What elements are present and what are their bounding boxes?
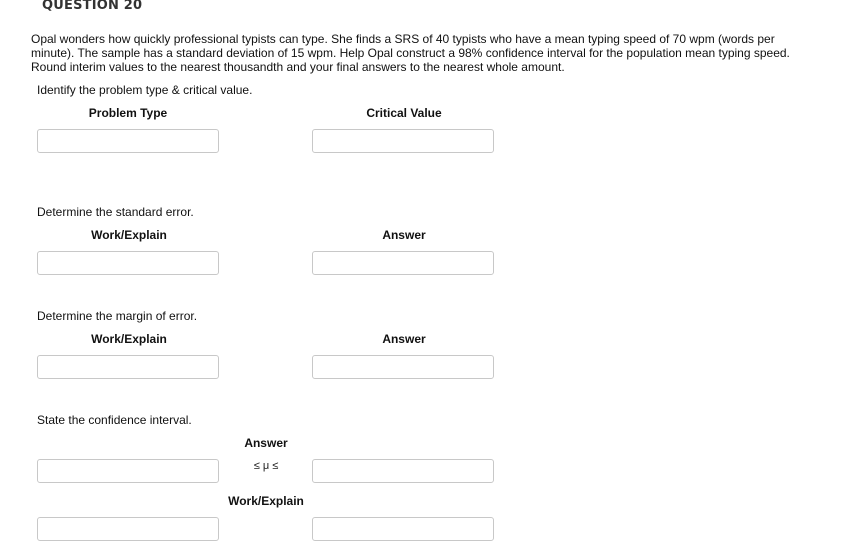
critical-value-input[interactable]	[312, 129, 494, 153]
interval-lower-bound-input[interactable]	[37, 459, 219, 483]
standard-error-work-input[interactable]	[37, 251, 219, 275]
part2-prompt: Determine the standard error.	[37, 205, 194, 219]
part3-prompt: Determine the margin of error.	[37, 309, 198, 323]
standard-error-answer-input[interactable]	[312, 251, 494, 275]
problem-type-input[interactable]	[37, 129, 219, 153]
question-title: QUESTION 20	[42, 0, 143, 13]
part1-header-critical-value: Critical Value	[366, 106, 442, 120]
margin-of-error-work-input[interactable]	[37, 355, 219, 379]
part4-header-work: Work/Explain	[228, 494, 304, 508]
interval-work-input-left[interactable]	[37, 517, 219, 541]
interval-upper-bound-input[interactable]	[312, 459, 494, 483]
part3-header-work: Work/Explain	[91, 332, 167, 346]
part4-header-answer: Answer	[244, 436, 288, 450]
part3-header-answer: Answer	[382, 332, 426, 346]
interval-work-input-right[interactable]	[312, 517, 494, 541]
part1-header-problem-type: Problem Type	[88, 106, 168, 120]
question-stem: Opal wonders how quickly professional typists can type. She finds a SRS of 40 typists who have a mean typing speed of 70 wpm (words per minute). The sample has a standard deviation of 15 wpm. Help Opal construct a 98% confidence interval for the population mean typing speed. Round interim values to the nearest thousandth and your final answers to the nearest whole amount.	[31, 32, 790, 74]
margin-of-error-answer-input[interactable]	[312, 355, 494, 379]
part2-header-work: Work/Explain	[91, 228, 167, 242]
part1-prompt: Identify the problem type & critical value.	[37, 83, 253, 97]
mu-inequality-symbol: ≤ μ ≤	[253, 460, 279, 472]
part2-header-answer: Answer	[382, 228, 426, 242]
part4-prompt: State the confidence interval.	[37, 413, 192, 427]
